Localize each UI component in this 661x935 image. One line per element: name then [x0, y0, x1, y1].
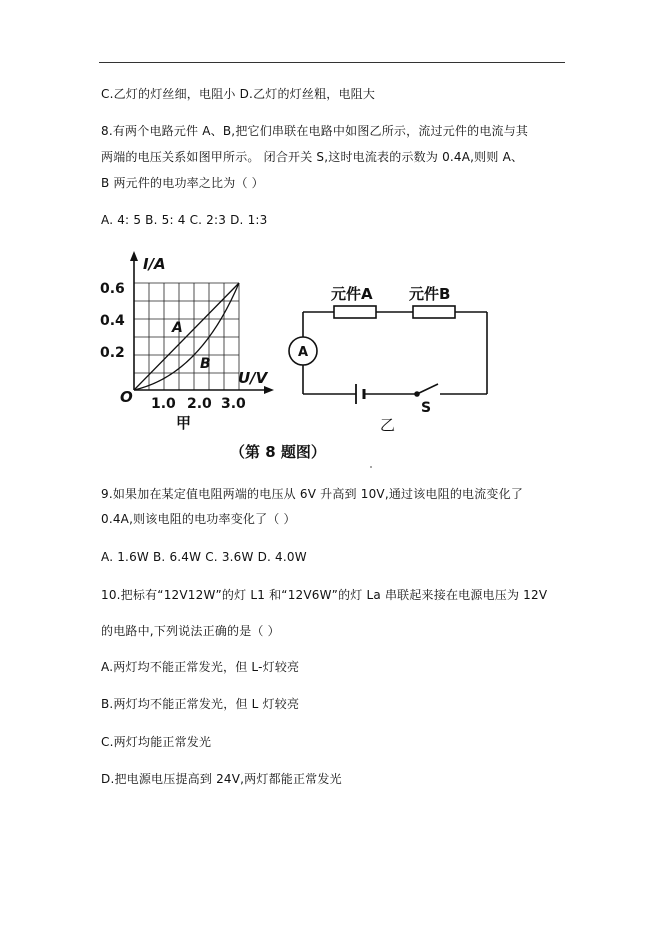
circuit-diagram	[289, 306, 487, 404]
question-8-line-1: 8.有两个电路元件 A、B,把它们串联在电路中如图乙所示，流过元件的电流与其	[101, 124, 529, 138]
x-tick-2.0: 2.0	[187, 396, 212, 412]
figure-svg	[90, 245, 510, 475]
question-10-option-b: B.两灯均不能正常发光，但 L 灯较亮	[101, 697, 300, 711]
header-rule	[99, 62, 565, 63]
y-tick-0.6: 0.6	[100, 281, 125, 297]
question-10-option-a: A.两灯均不能正常发光，但 L-灯较亮	[101, 660, 300, 674]
switch-lever	[417, 384, 438, 394]
question-8-options: A. 4: 5 B. 5: 4 C. 2:3 D. 1:3	[101, 213, 268, 227]
x-axis-label: U/V	[238, 369, 268, 387]
question-9-line-1: 9.如果加在某定值电阻两端的电压从 6V 升高到 10V,通过该电阻的电流变化了	[101, 487, 524, 501]
y-axis-arrow	[130, 251, 138, 261]
question-10-line-1: 10.把标有“12V12W”的灯 L1 和“12V6W”的灯 La 串联起来接在电源电压为 12V	[101, 588, 548, 602]
element-a-resistor	[334, 306, 376, 318]
curve-b-label: B	[200, 356, 211, 372]
origin-label: O	[120, 388, 133, 406]
element-b-label: 元件B	[409, 285, 451, 303]
switch-label: S	[421, 400, 432, 416]
curve-a	[134, 283, 239, 390]
option-line-q7-cd: C.乙灯的灯丝细，电阻小 D.乙灯的灯丝粗，电阻大	[101, 87, 376, 101]
element-b-resistor	[413, 306, 455, 318]
ammeter-label: A	[298, 345, 309, 360]
scan-speck	[370, 466, 372, 468]
graph-caption: 甲	[176, 414, 192, 432]
element-a-label: 元件A	[331, 285, 373, 303]
circuit-caption: 乙	[380, 416, 396, 434]
y-tick-0.4: 0.4	[100, 313, 125, 329]
question-10-option-c: C.两灯均能正常发光	[101, 735, 212, 749]
y-tick-0.2: 0.2	[100, 345, 125, 361]
x-tick-1.0: 1.0	[151, 396, 176, 412]
x-axis-arrow	[264, 386, 274, 394]
question-8-line-2: 两端的电压关系如图甲所示。 闭合开关 S,这时电流表的示数为 0.4A,则则 A、	[101, 150, 524, 164]
y-axis-label: I/A	[143, 255, 166, 273]
x-tick-3.0: 3.0	[221, 396, 246, 412]
question-10-line-2: 的电路中,下列说法正确的是（ ）	[101, 624, 280, 638]
question-8-line-3: B 两元件的电功率之比为（ ）	[101, 176, 264, 190]
question-10-option-d: D.把电源电压提高到 24V,两灯都能正常发光	[101, 772, 342, 786]
figure-title: （第 8 题图）	[230, 443, 326, 461]
question-9-options: A. 1.6W B. 6.4W C. 3.6W D. 4.0W	[101, 550, 307, 564]
curve-a-label: A	[172, 320, 183, 336]
question-9-line-2: 0.4A,则该电阻的电功率变化了（ ）	[101, 512, 296, 526]
figure-question-8	[90, 245, 510, 475]
